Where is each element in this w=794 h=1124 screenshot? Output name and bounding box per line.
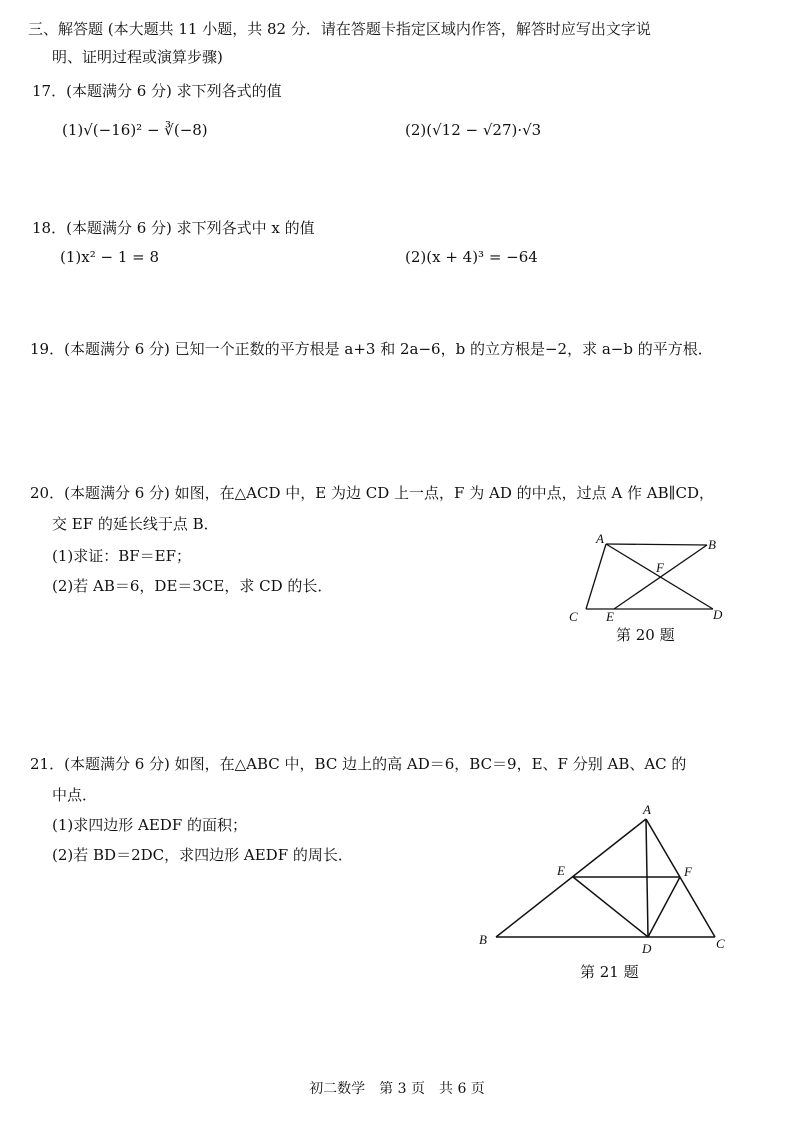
page-footer: 初二数学 第 3 页 共 6 页 <box>309 1081 485 1097</box>
segment-be <box>614 545 707 609</box>
q21-figure-caption: 第 21 题 <box>580 963 639 981</box>
q21-part-2: (2)若 BD＝2DC，求四边形 AEDF 的周长． <box>52 846 353 864</box>
q20-line-1: 20．(本题满分 6 分) 如图，在△ACD 中，E 为边 CD 上一点，F 为 AD 的中点，过点 A 作 AB∥CD， <box>30 484 715 502</box>
q20-label-a: A <box>596 531 604 546</box>
q21-label-d: D <box>642 941 652 956</box>
segment-ad <box>646 819 648 937</box>
q21-label-c: C <box>716 936 725 951</box>
q21-label-f: F <box>684 864 692 879</box>
q20-figure <box>560 528 740 650</box>
q20-label-f: F <box>656 560 664 575</box>
q20-label-c: C <box>569 609 578 624</box>
q18-part-1: (1)x² − 1 = 8 <box>60 248 160 266</box>
segment-ed <box>573 877 648 937</box>
q21-line-2: 中点． <box>52 786 98 804</box>
segment-ab <box>606 544 707 545</box>
q20-label-d: D <box>713 607 723 622</box>
q21-label-a: A <box>643 802 651 817</box>
q19-text: 19．(本题满分 6 分) 已知一个正数的平方根是 a+3 和 2a−6，b 的立方根是−2，求 a−b 的平方根． <box>30 340 713 358</box>
q18-part-2: (2)(x + 4)³ = −64 <box>405 248 538 266</box>
q21-figure <box>470 795 740 987</box>
q17-part-2: (2)(√12 − √27)·√3 <box>405 121 542 139</box>
q20-label-b: B <box>708 537 716 552</box>
q21-line-1: 21．(本题满分 6 分) 如图，在△ABC 中，BC 边上的高 AD＝6，BC＝9，E、F 分别 AB、AC 的 <box>30 755 687 773</box>
q21-part-1: (1)求四边形 AEDF 的面积； <box>52 816 248 834</box>
q20-part-1: (1)求证：BF＝EF； <box>52 547 192 565</box>
q20-line-2: 交 EF 的延长线于点 B． <box>52 515 219 533</box>
segment-ab <box>496 819 646 937</box>
q20-part-2: (2)若 AB＝6，DE＝3CE，求 CD 的长． <box>52 577 333 595</box>
segment-ac <box>646 819 715 937</box>
q21-label-e: E <box>557 863 565 878</box>
section-title-line-2: 明、证明过程或演算步骤) <box>52 48 223 66</box>
q18-heading: 18．(本题满分 6 分) 求下列各式中 x 的值 <box>32 219 315 237</box>
q17-heading: 17．(本题满分 6 分) 求下列各式的值 <box>32 82 282 100</box>
segment-fd <box>648 877 680 937</box>
q21-label-b: B <box>479 932 487 947</box>
q20-label-e: E <box>606 609 614 624</box>
q17-part-1: (1)√(−16)² − ∛(−8) <box>62 121 208 139</box>
q20-figure-caption: 第 20 题 <box>616 626 675 644</box>
segment-ad <box>606 544 713 609</box>
section-title-line-1: 三、解答题 (本大题共 11 小题，共 82 分．请在答题卡指定区域内作答，解答时应写出文字说 <box>28 20 651 38</box>
segment-ac <box>586 544 606 609</box>
